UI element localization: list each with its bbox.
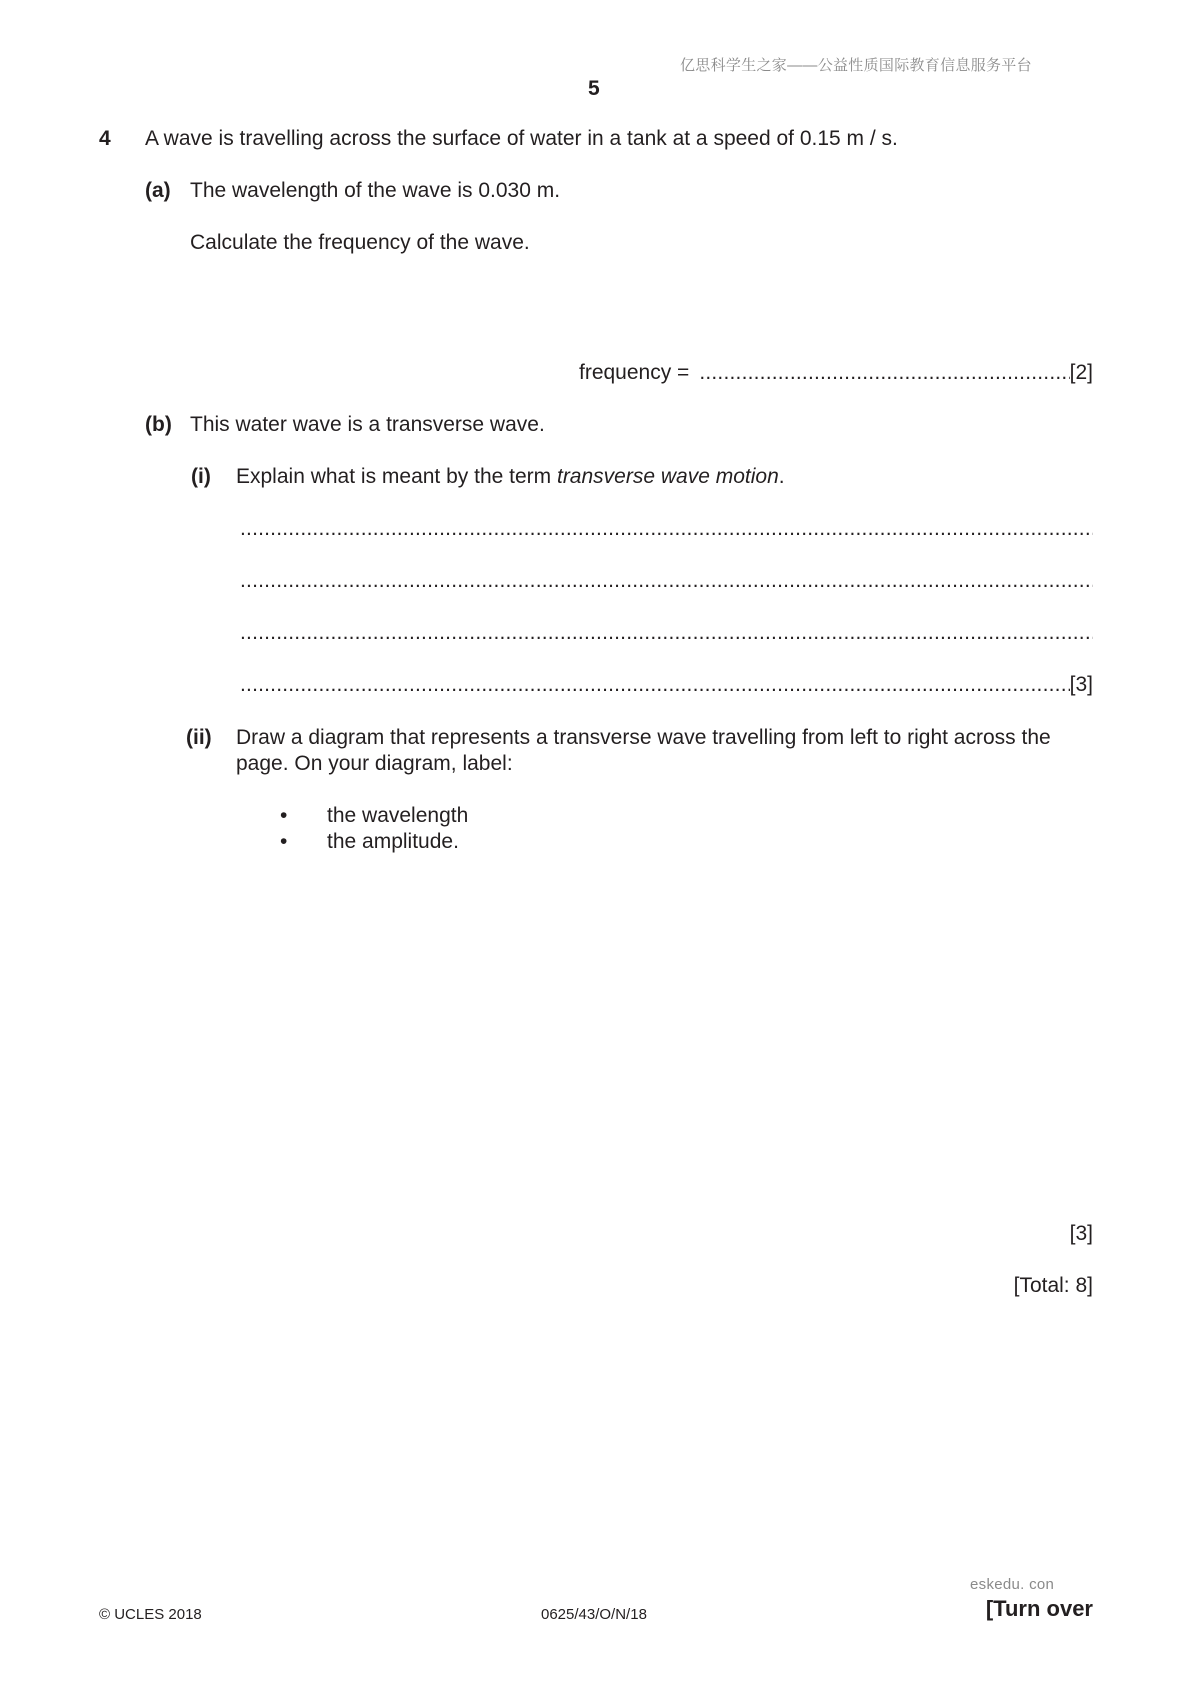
bullet-symbol-2: • bbox=[280, 830, 288, 853]
question-total: [Total: 8] bbox=[1013, 1274, 1093, 1297]
part-b-ii-line1: Draw a diagram that represents a transverse wave travelling from left to right across the bbox=[236, 726, 1051, 749]
footer-copyright: © UCLES 2018 bbox=[99, 1606, 202, 1623]
frequency-answer-line[interactable] bbox=[579, 360, 1093, 386]
header-watermark: 亿思科学生之家——公益性质国际教育信息服务平台 bbox=[680, 57, 1032, 74]
answer-line-4[interactable] bbox=[240, 672, 1093, 698]
diagram-drawing-area[interactable] bbox=[236, 870, 1093, 1200]
part-b-label: (b) bbox=[145, 413, 172, 436]
answer-line-2[interactable] bbox=[240, 568, 1093, 594]
bullet-item-amplitude: the amplitude. bbox=[327, 830, 459, 853]
part-b-ii-line2: page. On your diagram, label: bbox=[236, 752, 513, 775]
turn-over: [Turn over bbox=[985, 1596, 1093, 1621]
frequency-dotted-field[interactable] bbox=[699, 360, 1069, 386]
part-b-i-text-before: Explain what is meant by the term bbox=[236, 465, 557, 488]
part-b-i-marks: [3] bbox=[1069, 673, 1093, 696]
footer-paper-code: 0625/43/O/N/18 bbox=[541, 1606, 647, 1623]
footer-site-watermark: eskedu. con bbox=[970, 1576, 1055, 1593]
part-b-ii-marks: [3] bbox=[1069, 1222, 1093, 1245]
part-b-i-text bbox=[236, 464, 785, 490]
part-b-i-label: (i) bbox=[191, 465, 211, 488]
question-stem: A wave is travelling across the surface of water in a tank at a speed of 0.15 m / s. bbox=[145, 127, 898, 150]
part-a-marks: [2] bbox=[1069, 361, 1093, 384]
part-a-text: The wavelength of the wave is 0.030 m. bbox=[190, 179, 561, 202]
bullet-symbol-1: • bbox=[280, 804, 288, 827]
answer-line-3[interactable] bbox=[240, 620, 1093, 646]
frequency-label: frequency = bbox=[579, 361, 690, 384]
part-b-text: This water wave is a transverse wave. bbox=[190, 413, 545, 436]
part-a-instruction: Calculate the frequency of the wave. bbox=[190, 231, 530, 254]
question-number: 4 bbox=[99, 127, 111, 150]
part-b-i-term: transverse wave motion bbox=[556, 465, 779, 488]
answer-line-4-dots[interactable] bbox=[240, 672, 1070, 698]
part-b-i-text-after: . bbox=[778, 465, 785, 488]
part-a-label: (a) bbox=[145, 179, 171, 202]
answer-line-1[interactable] bbox=[240, 516, 1093, 542]
bullet-item-wavelength: the wavelength bbox=[327, 804, 469, 827]
part-b-ii-label: (ii) bbox=[186, 726, 212, 749]
page-number: 5 bbox=[588, 77, 600, 100]
